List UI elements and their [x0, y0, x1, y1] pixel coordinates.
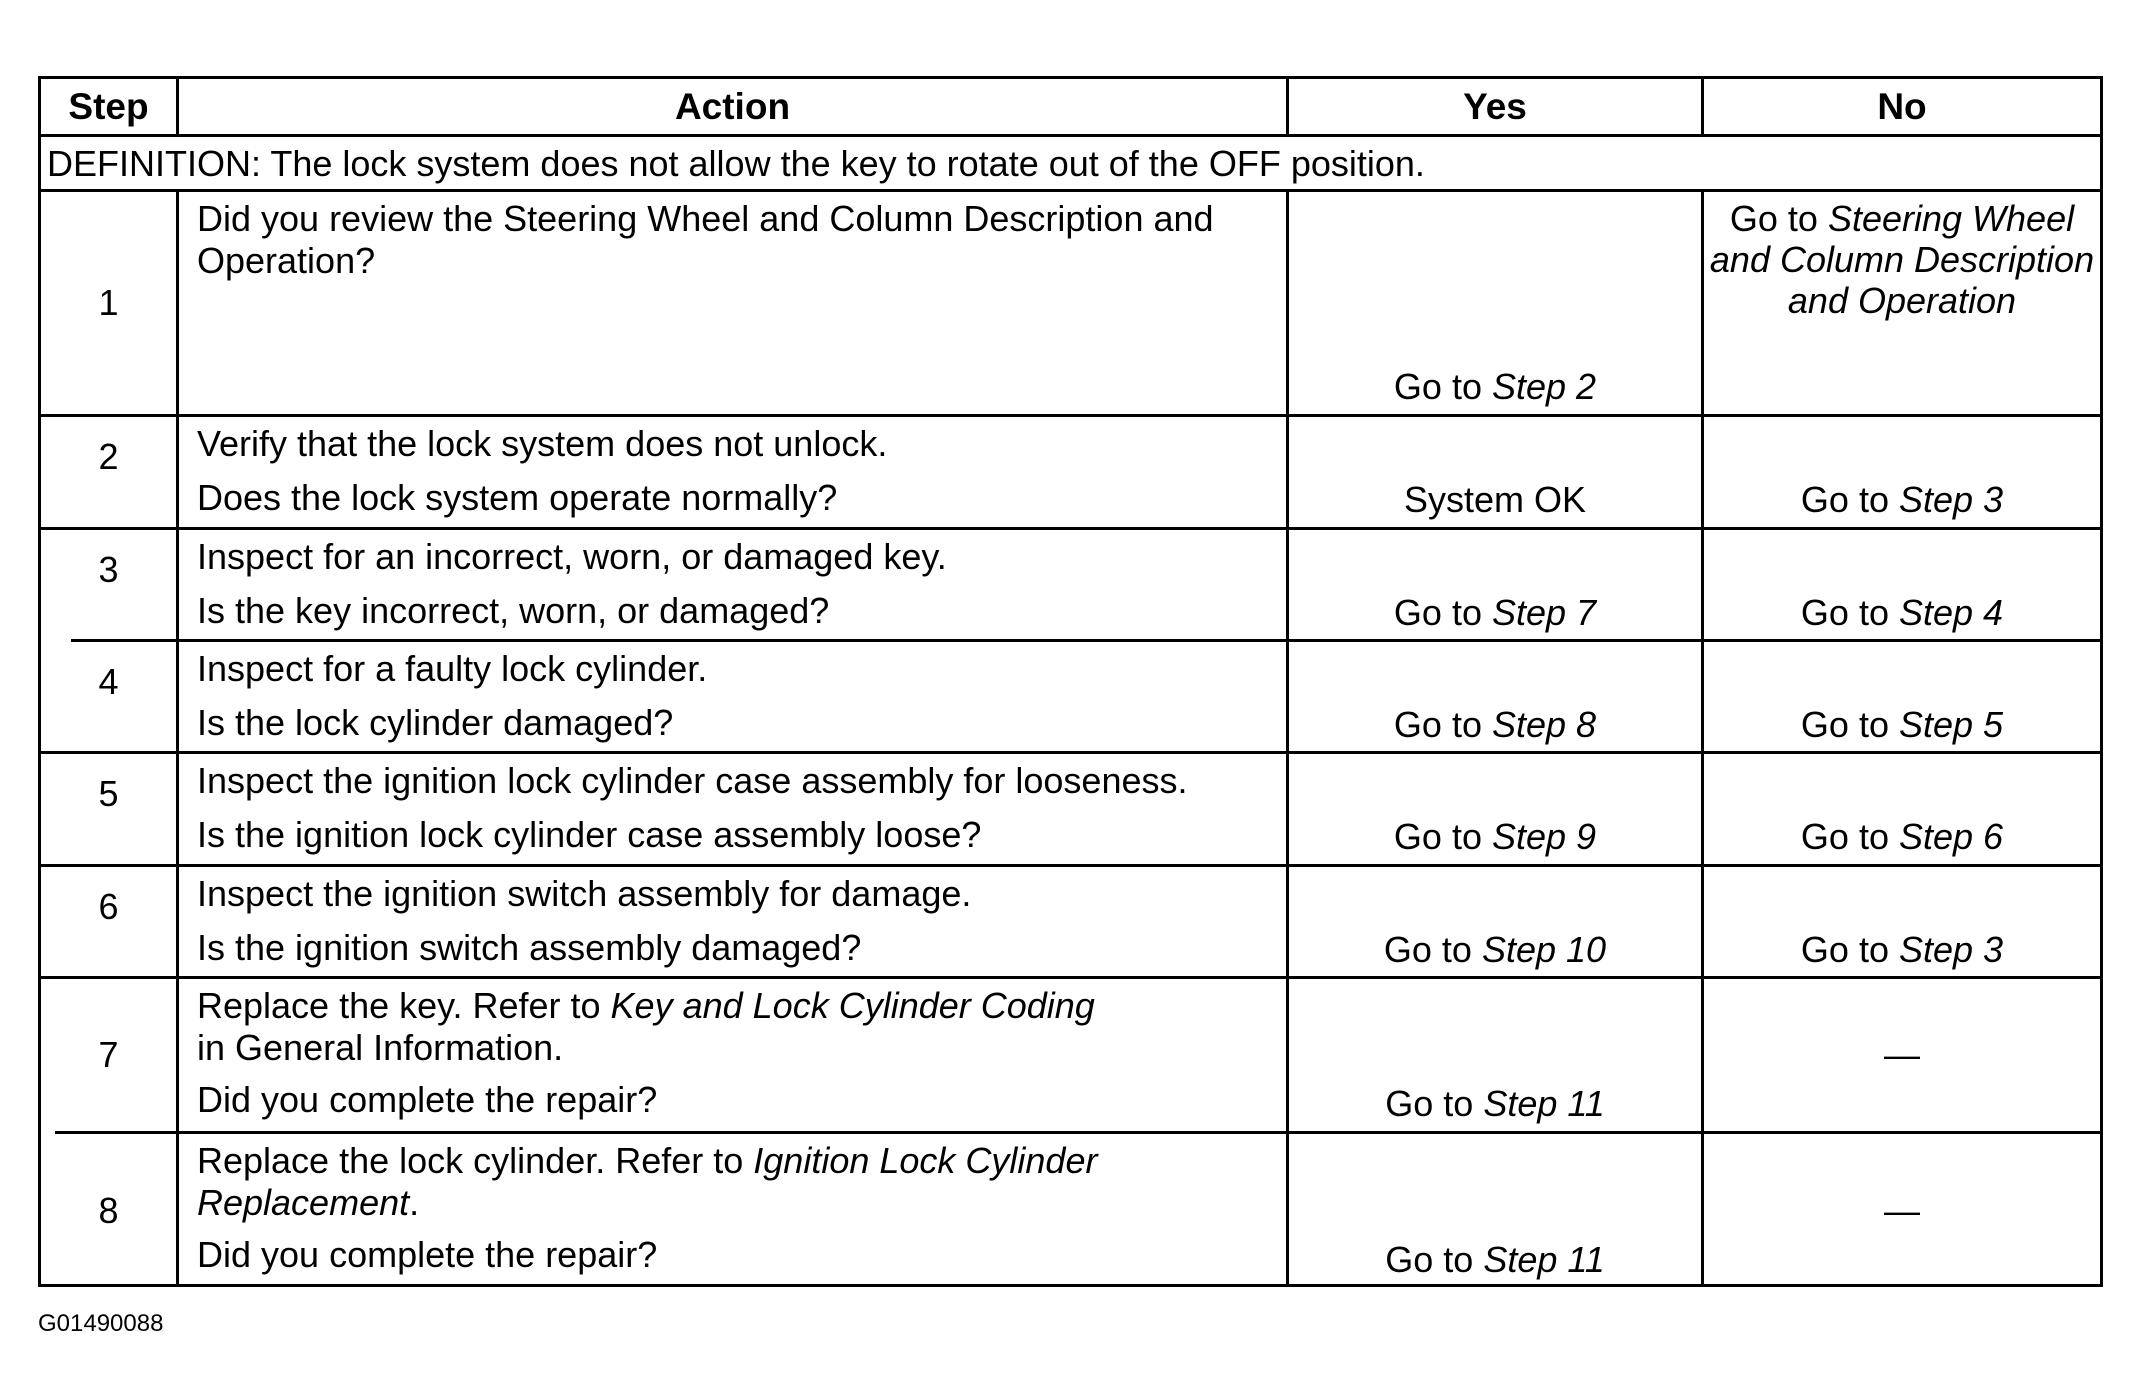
yes-step-link: Step 10	[1481, 929, 1607, 970]
no-doc-link: Steering Wheel and Column Description and Operation	[1709, 198, 2095, 321]
action-instruction: Inspect for a faulty lock cylinder.	[197, 648, 708, 689]
no-prefix: Go to	[1800, 816, 1899, 857]
no-dash: —	[1884, 1189, 1920, 1231]
step-action	[179, 417, 1286, 527]
action-instruction: Inspect the ignition switch assembly for damage.	[197, 873, 972, 914]
action-instruction: Inspect the ignition lock cylinder case assembly for looseness.	[197, 760, 1188, 801]
header-no: No	[1877, 85, 1927, 127]
step-number: 6	[98, 886, 119, 927]
action-instruction: Verify that the lock system does not unlock.	[197, 423, 888, 464]
action-period: .	[409, 1182, 420, 1223]
step-action	[179, 642, 1286, 752]
yes-result	[1289, 867, 1701, 977]
action-question: Is the ignition lock cylinder case assembly loose?	[197, 814, 982, 855]
action-text-continued: in General Information.	[197, 1027, 564, 1068]
yes-step-link: Step 8	[1491, 704, 1597, 745]
yes-result	[1289, 1134, 1701, 1287]
action-instruction	[197, 1140, 1286, 1182]
step-action	[179, 979, 1286, 1131]
no-result	[1704, 642, 2100, 752]
step-number: 4	[98, 661, 119, 702]
action-question: Did you complete the repair?	[197, 1234, 658, 1275]
no-step-link: Step 5	[1898, 704, 2004, 745]
step-number: 5	[98, 773, 119, 814]
no-result	[1704, 192, 2100, 414]
step-action	[179, 867, 1286, 977]
action-instruction: Inspect for an incorrect, worn, or damaged key.	[197, 536, 947, 577]
action-instruction	[197, 985, 1286, 1027]
row-divider	[41, 134, 2100, 137]
figure-id: G01490088	[38, 1310, 164, 1337]
action-doc-link-part1: Ignition Lock Cylinder	[753, 1140, 1098, 1181]
yes-step-link: Step 7	[1491, 592, 1597, 633]
action-text-continued	[197, 1182, 1286, 1224]
no-result	[1704, 867, 2100, 977]
action-question: Is the key incorrect, worn, or damaged?	[197, 590, 830, 631]
yes-result	[1289, 530, 1701, 640]
no-step-link: Step 4	[1898, 592, 2004, 633]
diagnostic-table	[38, 76, 2103, 1287]
yes-result	[1289, 192, 1701, 414]
no-step-link: Step 3	[1898, 479, 2004, 520]
no-prefix: Go to	[1800, 479, 1899, 520]
action-question: Does the lock system operate normally?	[197, 477, 838, 518]
step-number: 3	[98, 549, 119, 590]
header-yes: Yes	[1463, 85, 1527, 127]
no-result	[1704, 979, 2100, 1131]
no-dash: —	[1884, 1034, 1920, 1075]
no-prefix: Go to	[1800, 929, 1899, 970]
step-number: 8	[98, 1189, 119, 1231]
action-doc-link: Key and Lock Cylinder Coding	[610, 985, 1095, 1026]
no-result	[1704, 1134, 2100, 1287]
yes-result	[1289, 417, 1701, 527]
step-number: 7	[98, 1034, 119, 1075]
action-question: Is the lock cylinder damaged?	[197, 702, 674, 743]
step-action	[179, 530, 1286, 640]
step-action	[179, 1134, 1286, 1287]
definition-text: DEFINITION: The lock system does not allow the key to rotate out of the OFF position.	[47, 143, 1425, 184]
yes-prefix: Go to	[1393, 704, 1492, 745]
no-step-link: Step 6	[1898, 816, 2004, 857]
header-step: Step	[68, 85, 149, 127]
yes-step-link: Step 11	[1483, 1083, 1605, 1124]
yes-prefix: Go to	[1383, 929, 1482, 970]
yes-prefix: Go to	[1385, 1239, 1484, 1280]
action-text: Replace the lock cylinder. Refer to	[197, 1140, 754, 1181]
yes-step-link: Step 2	[1491, 366, 1597, 407]
yes-result	[1289, 642, 1701, 752]
no-prefix: Go to	[1729, 198, 1828, 239]
step-action	[179, 754, 1286, 864]
action-question: Did you complete the repair?	[197, 1079, 658, 1120]
no-step-link: Step 3	[1898, 929, 2004, 970]
yes-prefix: Go to	[1393, 592, 1492, 633]
step-number: 1	[98, 282, 119, 323]
yes-result	[1289, 979, 1701, 1131]
step-action	[179, 192, 1286, 414]
yes-prefix: Go to	[1393, 366, 1492, 407]
action-question: Is the ignition switch assembly damaged?	[197, 927, 862, 968]
yes-text: System OK	[1403, 479, 1587, 520]
no-result	[1704, 530, 2100, 640]
no-prefix: Go to	[1800, 592, 1899, 633]
yes-prefix: Go to	[1393, 816, 1492, 857]
no-prefix: Go to	[1800, 704, 1899, 745]
no-result	[1704, 417, 2100, 527]
action-question: Did you review the Steering Wheel and Column Description and Operation?	[197, 198, 1214, 281]
no-result	[1704, 754, 2100, 864]
yes-step-link: Step 11	[1483, 1239, 1605, 1280]
yes-step-link: Step 9	[1491, 816, 1597, 857]
action-doc-link-part2: Replacement	[197, 1182, 410, 1223]
header-action: Action	[674, 85, 791, 127]
action-text: Replace the key. Refer to	[197, 985, 611, 1026]
yes-prefix: Go to	[1385, 1083, 1484, 1124]
step-number: 2	[98, 436, 119, 477]
yes-result	[1289, 754, 1701, 864]
